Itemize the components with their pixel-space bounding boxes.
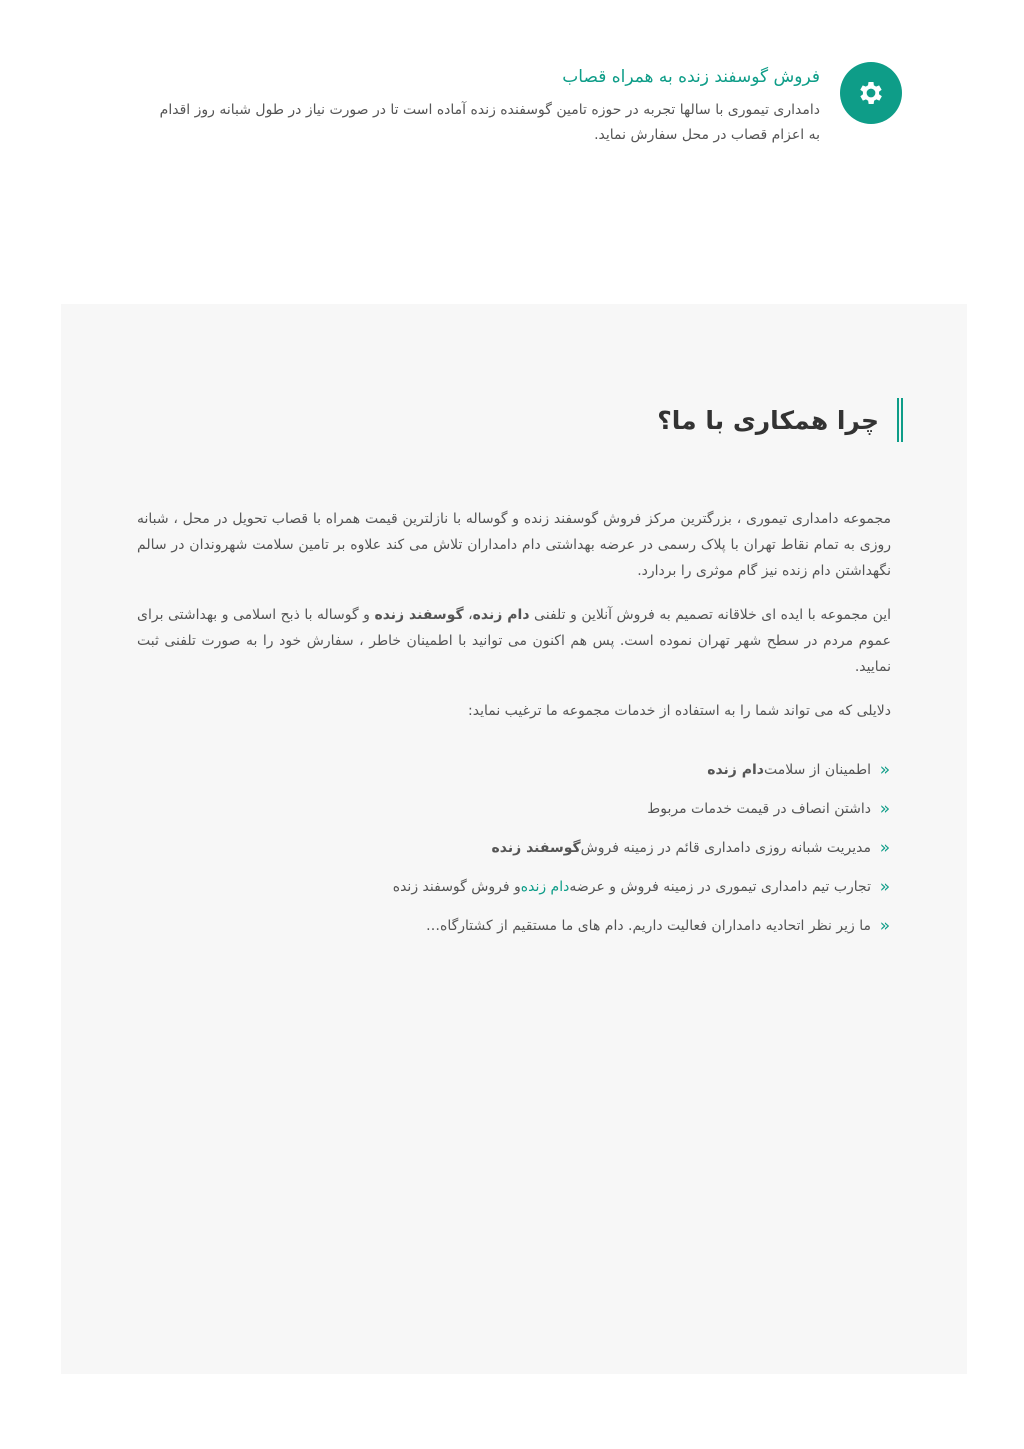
section-heading: چرا همکاری با ما؟ [657,405,879,435]
list-item [137,906,891,945]
list-item [137,867,891,906]
double-chevron-left-icon: « [879,876,891,897]
feature-body [150,62,820,148]
keyword-dam-zendeh: دام زنده [472,607,530,623]
reason-bold: گوسفند زنده [491,839,581,856]
section-content [137,506,891,945]
double-chevron-left-icon: « [879,798,891,819]
list-item [137,789,891,828]
keyword-separator: ، [463,607,473,623]
double-chevron-left-icon: « [879,915,891,936]
gear-icon-graphic [856,78,886,108]
reason-tail: و فروش گوسفند زنده [392,878,521,895]
feature-box [150,62,902,162]
reasons-list [137,750,891,945]
gear-icon [840,62,902,124]
list-item [137,828,891,867]
service-paragraph [137,602,891,680]
list-item [137,750,891,789]
reason-text: اطمینان از سلامت [763,761,871,778]
reason-text: داشتن انصاف در قیمت خدمات مربوط [647,800,871,817]
reason-text: تجارب تیم دامداری تیموری در زمینه فروش و عرضه [569,878,871,895]
reason-link[interactable]: دام زنده [520,878,570,895]
feature-description: دامداری تیموری با سالها تجربه در حوزه تامین گوسفنده زنده آماده است تا در صورت نیاز در طول شبانه روز اقدام به اعزام قصاب در محل سفارش نماید. [159,102,820,143]
service-paragraph-text-2: و گوساله با ذبح اسلامی و بهداشتی برای عموم مردم در سطح شهر تهران نموده است. پس هم اکنون می توانید با اطمینان خاطر ، سفارش خود را به صورت تلفنی ثبت نمایید. [137,607,891,675]
reason-text: مدیریت شبانه روزی دامداری قائم در زمینه فروش [580,839,871,856]
keyword-gusfand-zendeh: گوسفند زنده [374,607,464,623]
section-heading-wrap [657,398,903,442]
reason-bold: دام زنده [707,761,764,778]
heading-accent-bar [897,398,903,442]
reasons-intro: دلایلی که می تواند شما را به استفاده از خدمات مجموعه ما ترغیب نماید: [468,703,891,719]
why-us-panel [61,304,967,1374]
feature-title[interactable]: فروش گوسفند زنده به همراه قصاب [562,67,820,87]
double-chevron-left-icon: « [879,837,891,858]
service-paragraph-text-1: این مجموعه با ایده ای خلاقانه تصمیم به فروش آنلاین و تلفنی [529,607,892,623]
reason-text: ما زیر نظر اتحادیه دامداران فعالیت داریم. دام های ما مستقیم از کشتارگاه… [426,917,871,934]
intro-paragraph: مجموعه دامداری تیموری ، بزرگترین مرکز فروش گوسفند زنده و گوساله با نازلترین قیمت همراه با قصاب تحویل در محل ، شبانه روزی به تمام نقاط تهران با پلاک رسمی در عرضه بهداشتی دام دامداران تلاش می کند علاوه بر تامین سلامت شهروندان در سالم نگهداشتن دام زنده نیز گام موثری را بردارد. [137,511,891,579]
double-chevron-left-icon: « [879,759,891,780]
